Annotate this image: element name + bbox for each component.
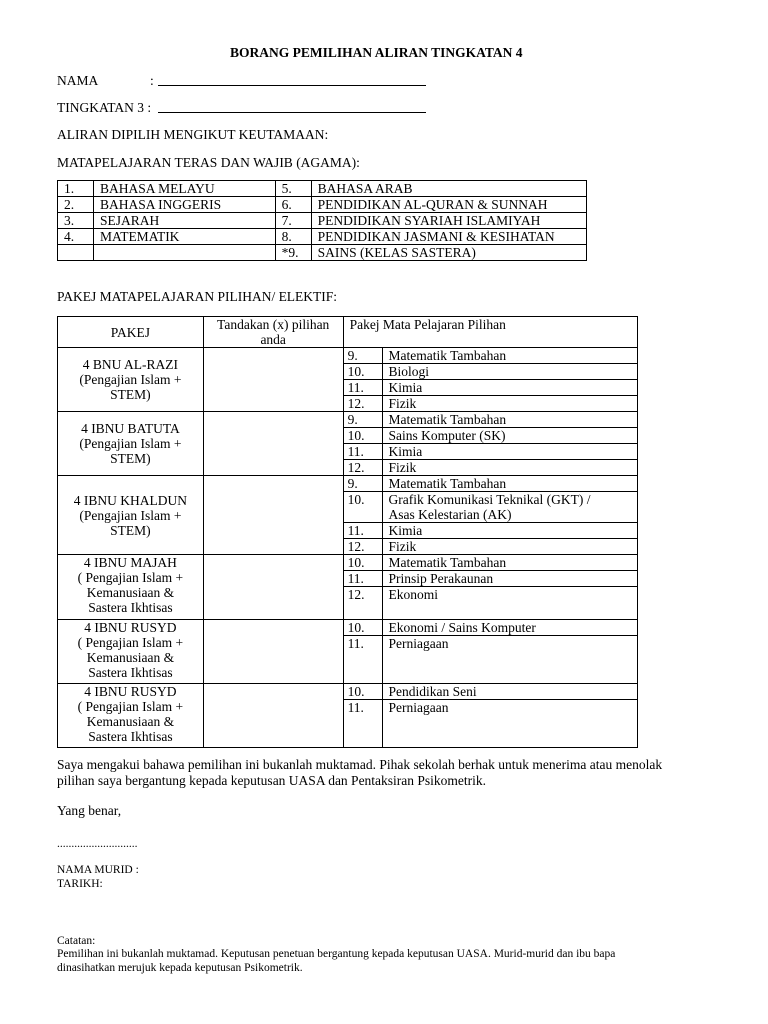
subject-name [382,444,638,460]
subject-name [382,684,638,700]
subject-name-line: Pendidikan Seni [388,684,477,699]
tandakan-header-line-2: anda [260,332,286,347]
subject-number: 10. [343,555,382,571]
subject-number: 10. [343,364,382,380]
package-name-line: Kemanusiaan & [86,714,175,729]
subject-name [382,348,638,364]
aliran-heading: ALIRAN DIPILIH MENGIKUT KEUTAMAAN: [57,127,329,142]
package-name-line: Sastera Ikhtisas [88,729,173,744]
subject-number: 12. [343,460,382,476]
package-name-line: 4 IBNU MAJAH [83,555,177,570]
subject-name-line: Perniagaan [388,700,449,715]
package-name-line: (Pengajian Islam + [79,436,182,451]
subject-name [382,364,638,380]
core-subject-right: PENDIDIKAN AL-QURAN & SUNNAH [311,197,586,213]
core-no-right: *9. [275,245,311,261]
core-no-left: 1. [58,181,94,197]
form-title: BORANG PEMILIHAN ALIRAN TINGKATAN 4 [230,45,523,60]
elective-packages-table [57,316,638,748]
package-mark-cell[interactable] [203,348,343,412]
subject-name [382,523,638,539]
core-no-left: 3. [58,213,94,229]
core-no-right: 6. [275,197,311,213]
subject-number: 11. [343,571,382,587]
nama-label: NAMA [57,73,99,88]
core-subjects-table [57,180,587,261]
signature-line: ............................ [57,838,138,850]
package-subject-row [58,555,638,571]
subject-name [382,380,638,396]
subject-name-line: Asas Kelestarian (AK) [388,507,512,522]
subject-number: 12. [343,587,382,620]
core-subject-left: SEJARAH [93,213,275,229]
subject-name [382,700,638,748]
core-subject-right: SAINS (KELAS SASTERA) [311,245,586,261]
subject-number: 11. [343,444,382,460]
subject-number: 12. [343,539,382,555]
package-name [58,620,204,684]
package-mark-cell[interactable] [203,476,343,555]
package-name-line: Sastera Ikhtisas [88,600,173,615]
core-no-right: 5. [275,181,311,197]
pakej-header: PAKEJ [58,317,204,348]
package-name-line: ( Pengajian Islam + [77,699,184,714]
subject-number: 9. [343,476,382,492]
package-subject-row [58,620,638,636]
subject-name [382,539,638,555]
subjects-header: Pakej Mata Pelajaran Pilihan [343,317,637,348]
package-mark-cell[interactable] [203,412,343,476]
core-subject-right: PENDIDIKAN JASMANI & KESIHATAN [311,229,586,245]
subject-name-line: Fizik [388,396,417,411]
subject-name-line: Perniagaan [388,636,449,651]
subject-name-line: Fizik [388,460,417,475]
subject-name-line: Matematik Tambahan [388,476,507,491]
subject-name [382,555,638,571]
package-mark-cell[interactable] [203,684,343,748]
elective-header-row [58,317,638,348]
subject-number: 10. [343,428,382,444]
core-no-left: 2. [58,197,94,213]
package-name-line: STEM) [110,451,151,466]
subject-name [382,428,638,444]
package-name-line: Kemanusiaan & [86,650,175,665]
package-name-line: STEM) [110,522,151,538]
elective-heading: PAKEJ MATAPELAJARAN PILIHAN/ ELEKTIF: [57,289,338,304]
tarikh-label: TARIKH: [57,878,103,890]
subject-number: 12. [343,396,382,412]
package-name-line: Kemanusiaan & [86,585,175,600]
package-name-line: ( Pengajian Islam + [77,570,184,585]
subject-name [382,571,638,587]
core-row [58,229,587,245]
subject-name [382,620,638,636]
subject-name [382,476,638,492]
package-name [58,476,204,555]
subject-name-line: Matematik Tambahan [388,555,507,570]
package-name [58,412,204,476]
subject-number: 11. [343,636,382,684]
subject-name [382,636,638,684]
core-subject-left: BAHASA MELAYU [93,181,275,197]
catatan-line-2: dinasihatkan merujuk kepada keputusan Psikometrik. [57,962,303,974]
subject-number: 10. [343,620,382,636]
package-name-line: 4 IBNU KHALDUN [73,492,188,508]
subject-name-line: Matematik Tambahan [388,412,507,427]
package-mark-cell[interactable] [203,555,343,620]
package-subject-row [58,348,638,364]
package-name-line: 4 IBNU BATUTA [81,421,180,436]
subject-number: 11. [343,700,382,748]
subject-name [382,460,638,476]
package-mark-cell[interactable] [203,620,343,684]
subject-number: 9. [343,412,382,428]
package-name-line: (Pengajian Islam + [79,507,182,523]
subject-number: 11. [343,380,382,396]
package-name-line: STEM) [110,387,151,402]
core-subject-right: PENDIDIKAN SYARIAH ISLAMIYAH [311,213,586,229]
package-name [58,348,204,412]
tandakan-header [203,317,343,348]
declaration-line-2: pilihan saya bergantung kepada keputusan UASA dan Pentaksiran Psikometrik. [57,773,487,788]
subject-name-line: Kimia [388,444,423,459]
core-no-left: 4. [58,229,94,245]
package-name-line: 4 IBNU RUSYD [84,620,177,635]
core-row [58,197,587,213]
subject-number: 9. [343,348,382,364]
tandakan-header-line-1: Tandakan (x) pilihan [217,317,330,332]
subject-number: 10. [343,684,382,700]
subject-name-line: Biologi [388,364,430,379]
package-subject-row [58,412,638,428]
subject-name-line: Kimia [388,380,423,395]
subject-name-line: Matematik Tambahan [388,348,507,363]
package-subject-row [58,684,638,700]
nama-field[interactable] [158,72,426,86]
core-row [58,245,587,261]
package-name-line: (Pengajian Islam + [79,372,182,387]
subject-name-line: Prinsip Perakaunan [388,571,494,586]
yang-benar: Yang benar, [57,803,122,818]
nama-murid-label: NAMA MURID : [57,864,139,876]
core-heading: MATAPELAJARAN TERAS DAN WAJIB (AGAMA): [57,155,360,170]
package-name [58,684,204,748]
subject-name-line: Grafik Komunikasi Teknikal (GKT) / [388,492,591,507]
core-row [58,181,587,197]
subject-name-line: Kimia [388,523,423,538]
package-name-line: ( Pengajian Islam + [77,635,184,650]
subject-name-line: Ekonomi [388,587,438,602]
subject-name [382,492,638,523]
package-subject-row [58,476,638,492]
core-subject-right: BAHASA ARAB [311,181,586,197]
subject-name-line: Ekonomi / Sains Komputer [388,620,536,635]
tingkatan-field[interactable] [158,99,426,113]
core-no-right: 7. [275,213,311,229]
subject-name [382,587,638,620]
catatan-line-1: Pemilihan ini bukanlah muktamad. Keputusan penetuan bergantung kepada keputusan UASA. Murid-murid dan ibu bapa [57,948,616,960]
declaration-line-1: Saya mengakui bahawa pemilihan ini bukanlah muktamad. Pihak sekolah berhak untuk menerima atau menolak [57,757,663,772]
package-name-line: 4 IBNU RUSYD [84,684,177,699]
subject-name-line: Sains Komputer (SK) [388,428,506,443]
package-name-line: 4 BNU AL-RAZI [82,357,179,372]
subject-number: 11. [343,523,382,539]
core-row [58,213,587,229]
subject-name [382,396,638,412]
core-no-left [58,245,94,261]
nama-colon: : [150,73,154,88]
subject-name-line: Fizik [388,539,417,554]
subject-number: 10. [343,492,382,523]
subject-name [382,412,638,428]
core-no-right: 8. [275,229,311,245]
core-subject-left [93,245,275,261]
core-subject-left: BAHASA INGGERIS [93,197,275,213]
package-name [58,555,204,620]
core-subject-left: MATEMATIK [93,229,275,245]
catatan-label: Catatan: [57,935,96,947]
package-name-line: Sastera Ikhtisas [88,665,173,680]
tingkatan-label: TINGKATAN 3 : [57,100,152,115]
